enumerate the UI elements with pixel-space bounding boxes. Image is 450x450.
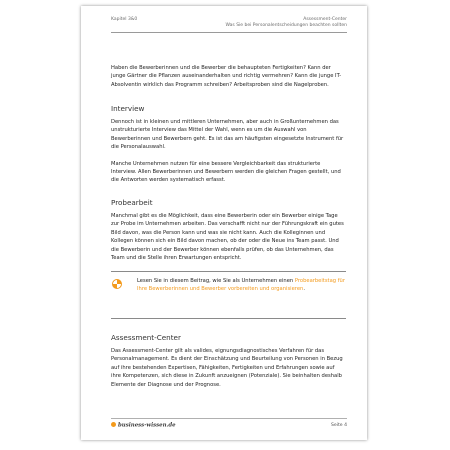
- footer-brand[interactable]: [111, 422, 176, 430]
- header-right: [226, 17, 348, 29]
- intro-section: [111, 64, 346, 89]
- tip-icon: [112, 279, 122, 289]
- interview-paragraph-2: Manche Unternehmen nutzen für eine bessere Vergleichbarkeit das strukturierte Interview. Allen Bewerberinnen und Bewerbern werden die gleichen Fragen gestellt, und die Antworten werden systematisch erfasst.: [111, 160, 341, 184]
- probearbeit-paragraph: Manchmal gibt es die Möglichkeit, dass eine Bewerberin oder ein Bewerber einige Tage zur Probe im Unternehmen arbeiten. Das verschafft nicht nur der Führungskraft ein gutes Bild davon, was die Person kann und was sie nicht kann. Auch die Kolleginnen und Kollegen können sich ein Bild davon machen, ob der oder die Neue ins Team passt. Und die Bewerberin und der Bewerber können ebenfalls prüfen, ob das Unternehmen, das Team und die Stelle ihren Erwartungen entspricht.: [111, 213, 344, 262]
- tip-tail: .: [303, 286, 305, 293]
- footer-divider: [111, 418, 347, 419]
- intro-paragraph: Haben die Bewerberinnen und die Bewerber die behaupteten Fertigkeiten? Kann der junge Gärtner die Pflanzen auseinanderhalten und richtig vermehren? Kann die junge IT-Absolventin wirklich das Programm schreiben? Arbeitsproben sind die Nagelproben.: [111, 65, 342, 88]
- assessment-paragraph: Das Assessment-Center gilt als valides, eignungsdiagnostisches Verfahren für das Personalmanagement. Es dient der Einschätzung und Beurteilung von Personen in Bezug auf ihre bestehenden Expertisen, Fähigkeiten, Fertigkeiten und Erfahrungen sowie auf ihre Kompetenzen, sich diese in Zukunft anzueignen (Potenziale). Sie beinhalten deshalb Elemente der Diagnose und der Prognose.: [111, 348, 343, 388]
- interview-paragraph-1: Dennoch ist in kleinen und mittleren Unternehmen, aber auch in Großunternehmen das unstrukturierte Interview das Mittel der Wahl, wenn es um die Auswahl von Bewerberinnen und Bewerbern geht. Es ist das am häufigsten eingesetzte Instrument für die Personalauswahl.: [111, 119, 344, 151]
- tip-text: [137, 277, 346, 294]
- footer-brand-text: business-wissen.de: [118, 422, 176, 429]
- interview-heading: Interview: [111, 104, 145, 113]
- assessment-section: [111, 333, 346, 389]
- header-section: Assessment-Center: [303, 17, 347, 22]
- tip-lead: Lesen Sie in diesem Beitrag, wie Sie als Unternehmen einen: [137, 278, 294, 284]
- header-chapter: Kapitel 3&0: [111, 17, 138, 22]
- page-number: Seite 4: [330, 423, 347, 428]
- header-divider: [111, 32, 347, 33]
- document-page: [81, 6, 367, 440]
- probearbeit-heading: Probearbeit: [111, 198, 153, 207]
- reading-tip-box: [111, 271, 346, 319]
- tip-bottom-rule: [111, 318, 346, 319]
- tip-top-rule: [111, 271, 346, 272]
- header-subtitle: Was Sie bei Personalentscheidungen beachten sollten: [225, 23, 347, 28]
- assessment-heading: Assessment-Center: [111, 333, 181, 342]
- tip-link-probearbeitstag[interactable]: Probearbeitstag für Ihre Bewerberinnen und Bewerber vorbereiten und organisieren: [137, 278, 345, 293]
- brand-dot-icon: [111, 422, 116, 427]
- probearbeit-section: [111, 198, 346, 262]
- interview-section: [111, 104, 346, 185]
